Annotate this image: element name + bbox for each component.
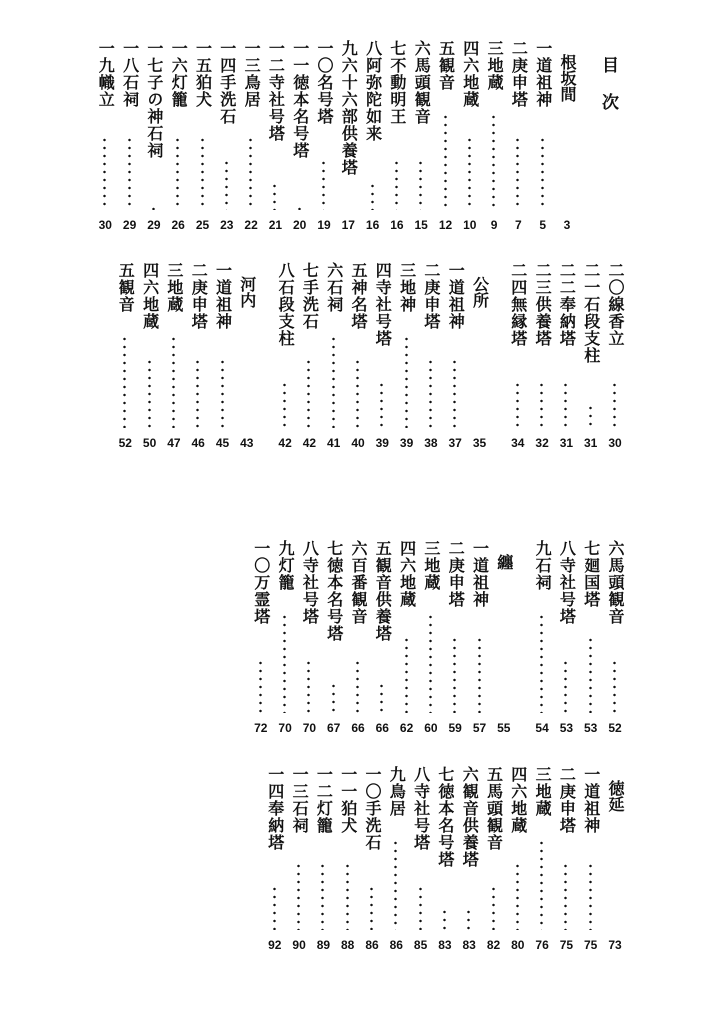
page-number: 73 xyxy=(608,938,622,952)
page-number: 67 xyxy=(327,721,341,735)
page-number: 53 xyxy=(584,721,598,735)
toc-entry-title: 二一石段支柱 xyxy=(581,262,601,364)
leader-dots xyxy=(453,358,456,428)
leader-dots xyxy=(128,136,131,210)
page-number: 21 xyxy=(268,218,283,232)
page-number: 70 xyxy=(278,721,292,735)
page-number: 75 xyxy=(584,938,598,952)
page-number: 25 xyxy=(195,218,210,232)
toc-entry-title: 二庚申塔 xyxy=(557,766,577,834)
toc-entry-title: 四六地蔵 xyxy=(460,40,480,108)
page-number: 83 xyxy=(462,938,476,952)
page-number: 37 xyxy=(448,436,462,450)
leader-dots xyxy=(172,335,175,428)
section-heading-text: 公所 xyxy=(470,276,490,308)
page-number: 31 xyxy=(584,436,598,450)
page-number: 30 xyxy=(608,436,622,450)
leader-dots xyxy=(221,358,224,428)
toc-entry-title: 一六灯籠 xyxy=(169,40,189,108)
page-number: 86 xyxy=(365,938,379,952)
leader-dots xyxy=(152,205,155,210)
leader-dots xyxy=(405,335,408,428)
leader-dots xyxy=(370,885,373,930)
page-number: 16 xyxy=(365,218,380,232)
page-number: 85 xyxy=(413,938,428,952)
page-number: 5 xyxy=(539,218,547,232)
leader-dots xyxy=(380,682,383,713)
page-number: 75 xyxy=(559,938,574,952)
leader-dots xyxy=(273,885,276,930)
toc-entry-title: 九石祠 xyxy=(533,540,553,591)
page-number: 90 xyxy=(292,938,306,952)
page-number: 40 xyxy=(351,436,365,450)
page-number: 7 xyxy=(515,218,522,232)
leader-dots xyxy=(394,839,397,930)
page-number: 15 xyxy=(414,218,428,232)
page-number: 47 xyxy=(167,436,181,450)
toc-entry-title: 一〇万霊塔 xyxy=(251,540,271,625)
leader-dots xyxy=(356,659,359,713)
toc-entry-title: 八阿弥陀如来 xyxy=(363,40,383,142)
toc-entry-title: 五神名塔 xyxy=(349,262,368,330)
leader-dots xyxy=(419,159,422,210)
toc-entry-title: 九六十六部供養塔 xyxy=(339,40,359,176)
toc-entry-title: 八石段支柱 xyxy=(276,262,296,347)
toc-entry-title: 五観音供養塔 xyxy=(373,540,393,642)
leader-dots xyxy=(380,381,383,428)
leader-dots xyxy=(196,358,199,428)
leader-dots xyxy=(429,613,432,713)
toc-entry-title: 七不動明王 xyxy=(387,40,407,125)
page-number: 20 xyxy=(293,218,307,232)
page-number: 57 xyxy=(472,721,487,735)
leader-dots xyxy=(419,885,422,930)
leader-dots xyxy=(405,636,408,713)
page-number: 9 xyxy=(490,218,498,232)
toc-entry-title: 一八石祠 xyxy=(120,40,140,108)
toc-entry-title: 一二寺社号塔 xyxy=(266,40,286,142)
page-number: 3 xyxy=(563,218,571,232)
leader-dots xyxy=(283,381,286,428)
toc-entry-title: 六石祠 xyxy=(324,262,344,313)
leader-dots xyxy=(332,335,335,428)
page-number: 86 xyxy=(389,938,403,952)
page-number: 38 xyxy=(424,436,438,450)
toc-entry-title: 三地蔵 xyxy=(485,40,505,91)
leader-dots xyxy=(468,136,471,210)
toc-entry-title: 八寺社号塔 xyxy=(411,766,431,851)
leader-dots xyxy=(283,613,286,713)
page-number: 55 xyxy=(497,721,511,735)
toc-entry-title: 二庚申塔 xyxy=(189,262,209,330)
page-number: 22 xyxy=(244,218,258,232)
leader-dots xyxy=(356,358,359,428)
page-number: 35 xyxy=(472,436,487,450)
leader-dots xyxy=(589,862,592,930)
toc-entry-title: 七廻国塔 xyxy=(581,540,601,608)
leader-dots xyxy=(322,159,325,210)
leader-dots xyxy=(564,862,567,930)
leader-dots xyxy=(444,113,447,210)
leader-dots xyxy=(540,613,543,713)
toc-entry-title: 一道祖神 xyxy=(470,540,490,608)
page-number: 39 xyxy=(399,436,414,450)
page-number: 19 xyxy=(317,218,331,232)
toc-entry-title: 八寺社号塔 xyxy=(300,540,320,625)
page-number: 26 xyxy=(171,218,185,232)
toc-entry-title: 二二奉納塔 xyxy=(557,262,577,347)
page-number: 53 xyxy=(559,721,574,735)
leader-dots xyxy=(176,136,179,210)
leader-dots xyxy=(443,908,446,930)
toc-entry-title: 二庚申塔 xyxy=(446,540,466,608)
leader-dots xyxy=(516,381,519,428)
page-number: 80 xyxy=(511,938,525,952)
toc-entry-title: 一道祖神 xyxy=(533,40,553,108)
toc-entry-title: 一道祖神 xyxy=(581,766,601,834)
leader-dots xyxy=(467,908,470,930)
page-number: 62 xyxy=(399,721,414,735)
page-number: 66 xyxy=(351,721,365,735)
page-number: 34 xyxy=(511,436,525,450)
toc-entry-title: 二庚申塔 xyxy=(509,40,529,108)
toc-entry-title: 一三鳥居 xyxy=(242,40,262,108)
leader-dots xyxy=(453,636,456,713)
toc-entry-title: 七徳本名号塔 xyxy=(324,540,344,642)
page-number: 76 xyxy=(535,938,549,952)
toc-entry-title: 九鳥居 xyxy=(387,766,407,817)
page-number: 60 xyxy=(424,721,438,735)
page-number: 39 xyxy=(375,436,389,450)
page-number: 42 xyxy=(302,436,317,450)
toc-entry-title: 一〇手洗石 xyxy=(363,766,382,851)
leader-dots xyxy=(123,335,126,428)
page-number: 82 xyxy=(486,938,501,952)
page-number: 30 xyxy=(98,218,112,232)
toc-entry-title: 一一徳本名号塔 xyxy=(290,40,310,159)
toc-entry-title: 四寺社号塔 xyxy=(373,262,393,347)
page-number: 29 xyxy=(122,218,137,232)
toc-entry-title: 六百番観音 xyxy=(349,540,368,625)
leader-dots xyxy=(564,659,567,713)
toc-entry-title: 七手洗石 xyxy=(300,262,320,330)
leader-dots xyxy=(564,381,567,428)
page-number: 16 xyxy=(390,218,404,232)
leader-dots xyxy=(540,839,543,930)
leader-dots xyxy=(201,136,204,210)
toc-entry-title: 八寺社号塔 xyxy=(557,540,577,625)
page-number: 46 xyxy=(191,436,205,450)
page-number: 10 xyxy=(463,218,477,232)
toc-entry-title: 一二灯籠 xyxy=(314,766,334,834)
toc-entry-title: 三地蔵 xyxy=(421,540,441,591)
leader-dots xyxy=(103,136,106,210)
toc-entry-title: 二庚申塔 xyxy=(421,262,441,330)
toc-entry-title: 二〇線香立 xyxy=(606,262,625,347)
page-number: 92 xyxy=(268,938,282,952)
page-number: 42 xyxy=(278,436,292,450)
page-number: 32 xyxy=(535,436,549,450)
leader-dots xyxy=(492,113,495,210)
toc-entry-title: 七徳本名号塔 xyxy=(435,766,455,868)
leader-dots xyxy=(346,862,349,930)
toc-entry-title: 一九幟立 xyxy=(96,40,116,108)
leader-dots xyxy=(321,862,324,930)
leader-dots xyxy=(298,205,301,210)
page-number: 50 xyxy=(142,436,157,450)
page-number: 41 xyxy=(327,436,341,450)
page-number: 52 xyxy=(118,436,132,450)
page-title: 目次 xyxy=(598,56,618,130)
toc-entry-title: 一五狛犬 xyxy=(193,40,213,108)
toc-entry-title: 三地蔵 xyxy=(533,766,553,817)
page-number: 66 xyxy=(375,721,389,735)
toc-entry-title: 九灯籠 xyxy=(276,540,296,591)
leader-dots xyxy=(589,636,592,713)
leader-dots xyxy=(307,358,310,428)
leader-dots xyxy=(273,182,276,210)
leader-dots xyxy=(516,136,519,210)
toc-entry-title: 一四手洗石 xyxy=(217,40,237,125)
leader-dots xyxy=(541,136,544,210)
page-number: 70 xyxy=(302,721,317,735)
toc-entry-title: 一四奉納塔 xyxy=(265,766,285,851)
toc-entry-title: 一七子の神石祠 xyxy=(144,40,164,159)
page-number: 45 xyxy=(215,436,230,450)
toc-entry-title: 六馬頭観音 xyxy=(606,540,625,625)
toc-entry-title: 五観音 xyxy=(116,262,136,313)
leader-dots xyxy=(613,659,616,713)
toc-entry-title: 三地神 xyxy=(397,262,417,313)
leader-dots xyxy=(148,358,151,428)
page-number: 89 xyxy=(316,938,331,952)
toc-entry-title: 四六地蔵 xyxy=(397,540,417,608)
page-number: 52 xyxy=(608,721,622,735)
toc-entry-title: 一道祖神 xyxy=(213,262,233,330)
toc-entry-title: 四六地蔵 xyxy=(508,766,528,834)
page-number: 88 xyxy=(341,938,355,952)
leader-dots xyxy=(259,659,262,713)
leader-dots xyxy=(478,636,481,713)
toc-entry-title: 三地蔵 xyxy=(164,262,184,313)
section-heading-text: 河内 xyxy=(237,276,257,308)
leader-dots xyxy=(429,358,432,428)
toc-entry-title: 一〇名号塔 xyxy=(315,40,334,125)
page-number: 59 xyxy=(448,721,462,735)
toc-entry-title: 二四無縁塔 xyxy=(508,262,528,347)
toc-entry-title: 五馬頭観音 xyxy=(484,766,504,851)
section-heading-text: 纏 xyxy=(494,554,514,570)
section-heading-text: 徳延 xyxy=(606,780,625,812)
toc-entry-title: 二三供養塔 xyxy=(533,262,553,347)
leader-dots xyxy=(516,862,519,930)
section-heading-text: 根坂間 xyxy=(558,54,577,102)
leader-dots xyxy=(589,404,592,428)
page-number: 31 xyxy=(559,436,574,450)
leader-dots xyxy=(540,381,543,428)
leader-dots xyxy=(307,659,310,713)
leader-dots xyxy=(332,682,335,713)
page-number: 23 xyxy=(220,218,234,232)
page-number: 83 xyxy=(438,938,452,952)
toc-entry-title: 一道祖神 xyxy=(446,262,466,330)
toc-entry-title: 六観音供養塔 xyxy=(460,766,480,868)
toc-entry-title: 一三石祠 xyxy=(290,766,310,834)
leader-dots xyxy=(492,885,495,930)
page-number: 72 xyxy=(254,721,268,735)
leader-dots xyxy=(613,381,616,428)
toc-entry-title: 一一狛犬 xyxy=(338,766,358,834)
page-number: 54 xyxy=(535,721,549,735)
leader-dots xyxy=(225,159,228,210)
page-number: 29 xyxy=(147,218,161,232)
toc-entry-title: 五観音 xyxy=(436,40,456,91)
leader-dots xyxy=(249,136,252,210)
page-number: 17 xyxy=(341,218,355,232)
leader-dots xyxy=(395,159,398,210)
toc-entry-title: 四六地蔵 xyxy=(140,262,160,330)
toc-entry-title: 六馬頭観音 xyxy=(412,40,432,125)
page-number: 12 xyxy=(438,218,453,232)
page-number: 43 xyxy=(240,436,254,450)
leader-dots xyxy=(371,182,374,210)
leader-dots xyxy=(297,862,300,930)
